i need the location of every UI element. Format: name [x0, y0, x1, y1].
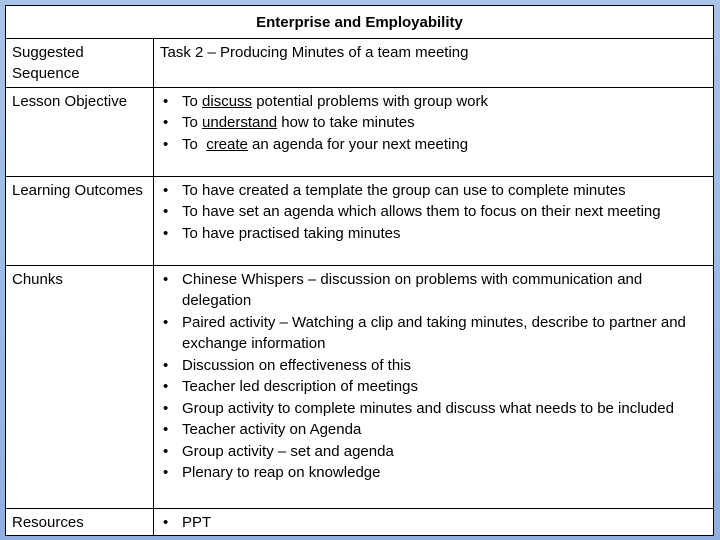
sequence-row [6, 38, 714, 87]
list-item: • Teacher led description of meetings [160, 376, 707, 398]
list-item: • Discussion on effectiveness of this [160, 355, 707, 377]
list-item: • To understand how to take minutes [160, 112, 707, 134]
list-item: • To discuss potential problems with group work [160, 91, 707, 113]
list-item: • Teacher activity on Agenda [160, 419, 707, 441]
resources-list [160, 512, 707, 534]
key-verb: create [206, 135, 248, 153]
resources-row [6, 508, 714, 536]
outcomes-list [160, 180, 707, 245]
sequence-label-line1: Suggested [12, 43, 84, 61]
objective-cell [154, 87, 714, 176]
bullet-icon: • [163, 270, 169, 288]
bullet-icon: • [163, 378, 169, 395]
title-row [6, 6, 714, 39]
list-item: • To create an agenda for your next meeting [160, 134, 707, 156]
bullet-icon: • [163, 513, 169, 531]
list-item: • Paired activity – Watching a clip and taking minutes, describe to partner and exchange information [163, 313, 686, 352]
bullet-icon: • [163, 203, 169, 220]
outcomes-cell [154, 176, 714, 265]
list-item: • Chinese Whispers – discussion on problems with communication and delegation [163, 270, 643, 309]
list-item: • Group activity to complete minutes and discuss what needs to be included [160, 398, 707, 420]
bullet-icon: • [163, 464, 169, 481]
sequence-label [6, 38, 154, 87]
list-item: • To have practised taking minutes [160, 223, 707, 245]
list-item: • To have created a template the group can use to complete minutes [160, 180, 707, 202]
list-item: • Group activity – set and agenda [160, 441, 707, 463]
bullet-icon: • [163, 224, 169, 242]
chunks-row [6, 265, 714, 508]
list-item: • To have set an agenda which allows them to focus on their next meeting [160, 201, 707, 223]
sequence-value: Task 2 – Producing Minutes of a team meeting [154, 38, 714, 87]
list-item: • Plenary to reap on knowledge [160, 462, 707, 484]
objective-label: Lesson Objective [6, 87, 154, 176]
bullet-icon: • [163, 114, 169, 131]
chunks-cell [154, 265, 714, 508]
objective-list [160, 91, 707, 156]
chunks-list [160, 269, 707, 484]
sequence-label-line2: Sequence [12, 65, 80, 82]
table-title: Enterprise and Employability [6, 6, 714, 39]
key-verb: understand [202, 114, 278, 131]
outcomes-label: Learning Outcomes [6, 176, 154, 265]
list-item: • PPT [160, 512, 707, 534]
bullet-icon: • [163, 421, 169, 438]
bullet-icon: • [163, 135, 169, 153]
objective-row [6, 87, 714, 176]
resources-cell [154, 508, 714, 536]
bullet-icon: • [163, 399, 169, 417]
chunks-label: Chunks [6, 265, 154, 508]
lesson-plan-table [5, 5, 714, 536]
bullet-icon: • [163, 92, 169, 110]
bullet-icon: • [163, 356, 169, 374]
bullet-icon: • [163, 181, 169, 199]
outcomes-row [6, 176, 714, 265]
resources-label: Resources [6, 508, 154, 536]
bullet-icon: • [163, 442, 169, 460]
bullet-icon: • [163, 313, 169, 331]
key-verb: discuss [202, 92, 253, 110]
